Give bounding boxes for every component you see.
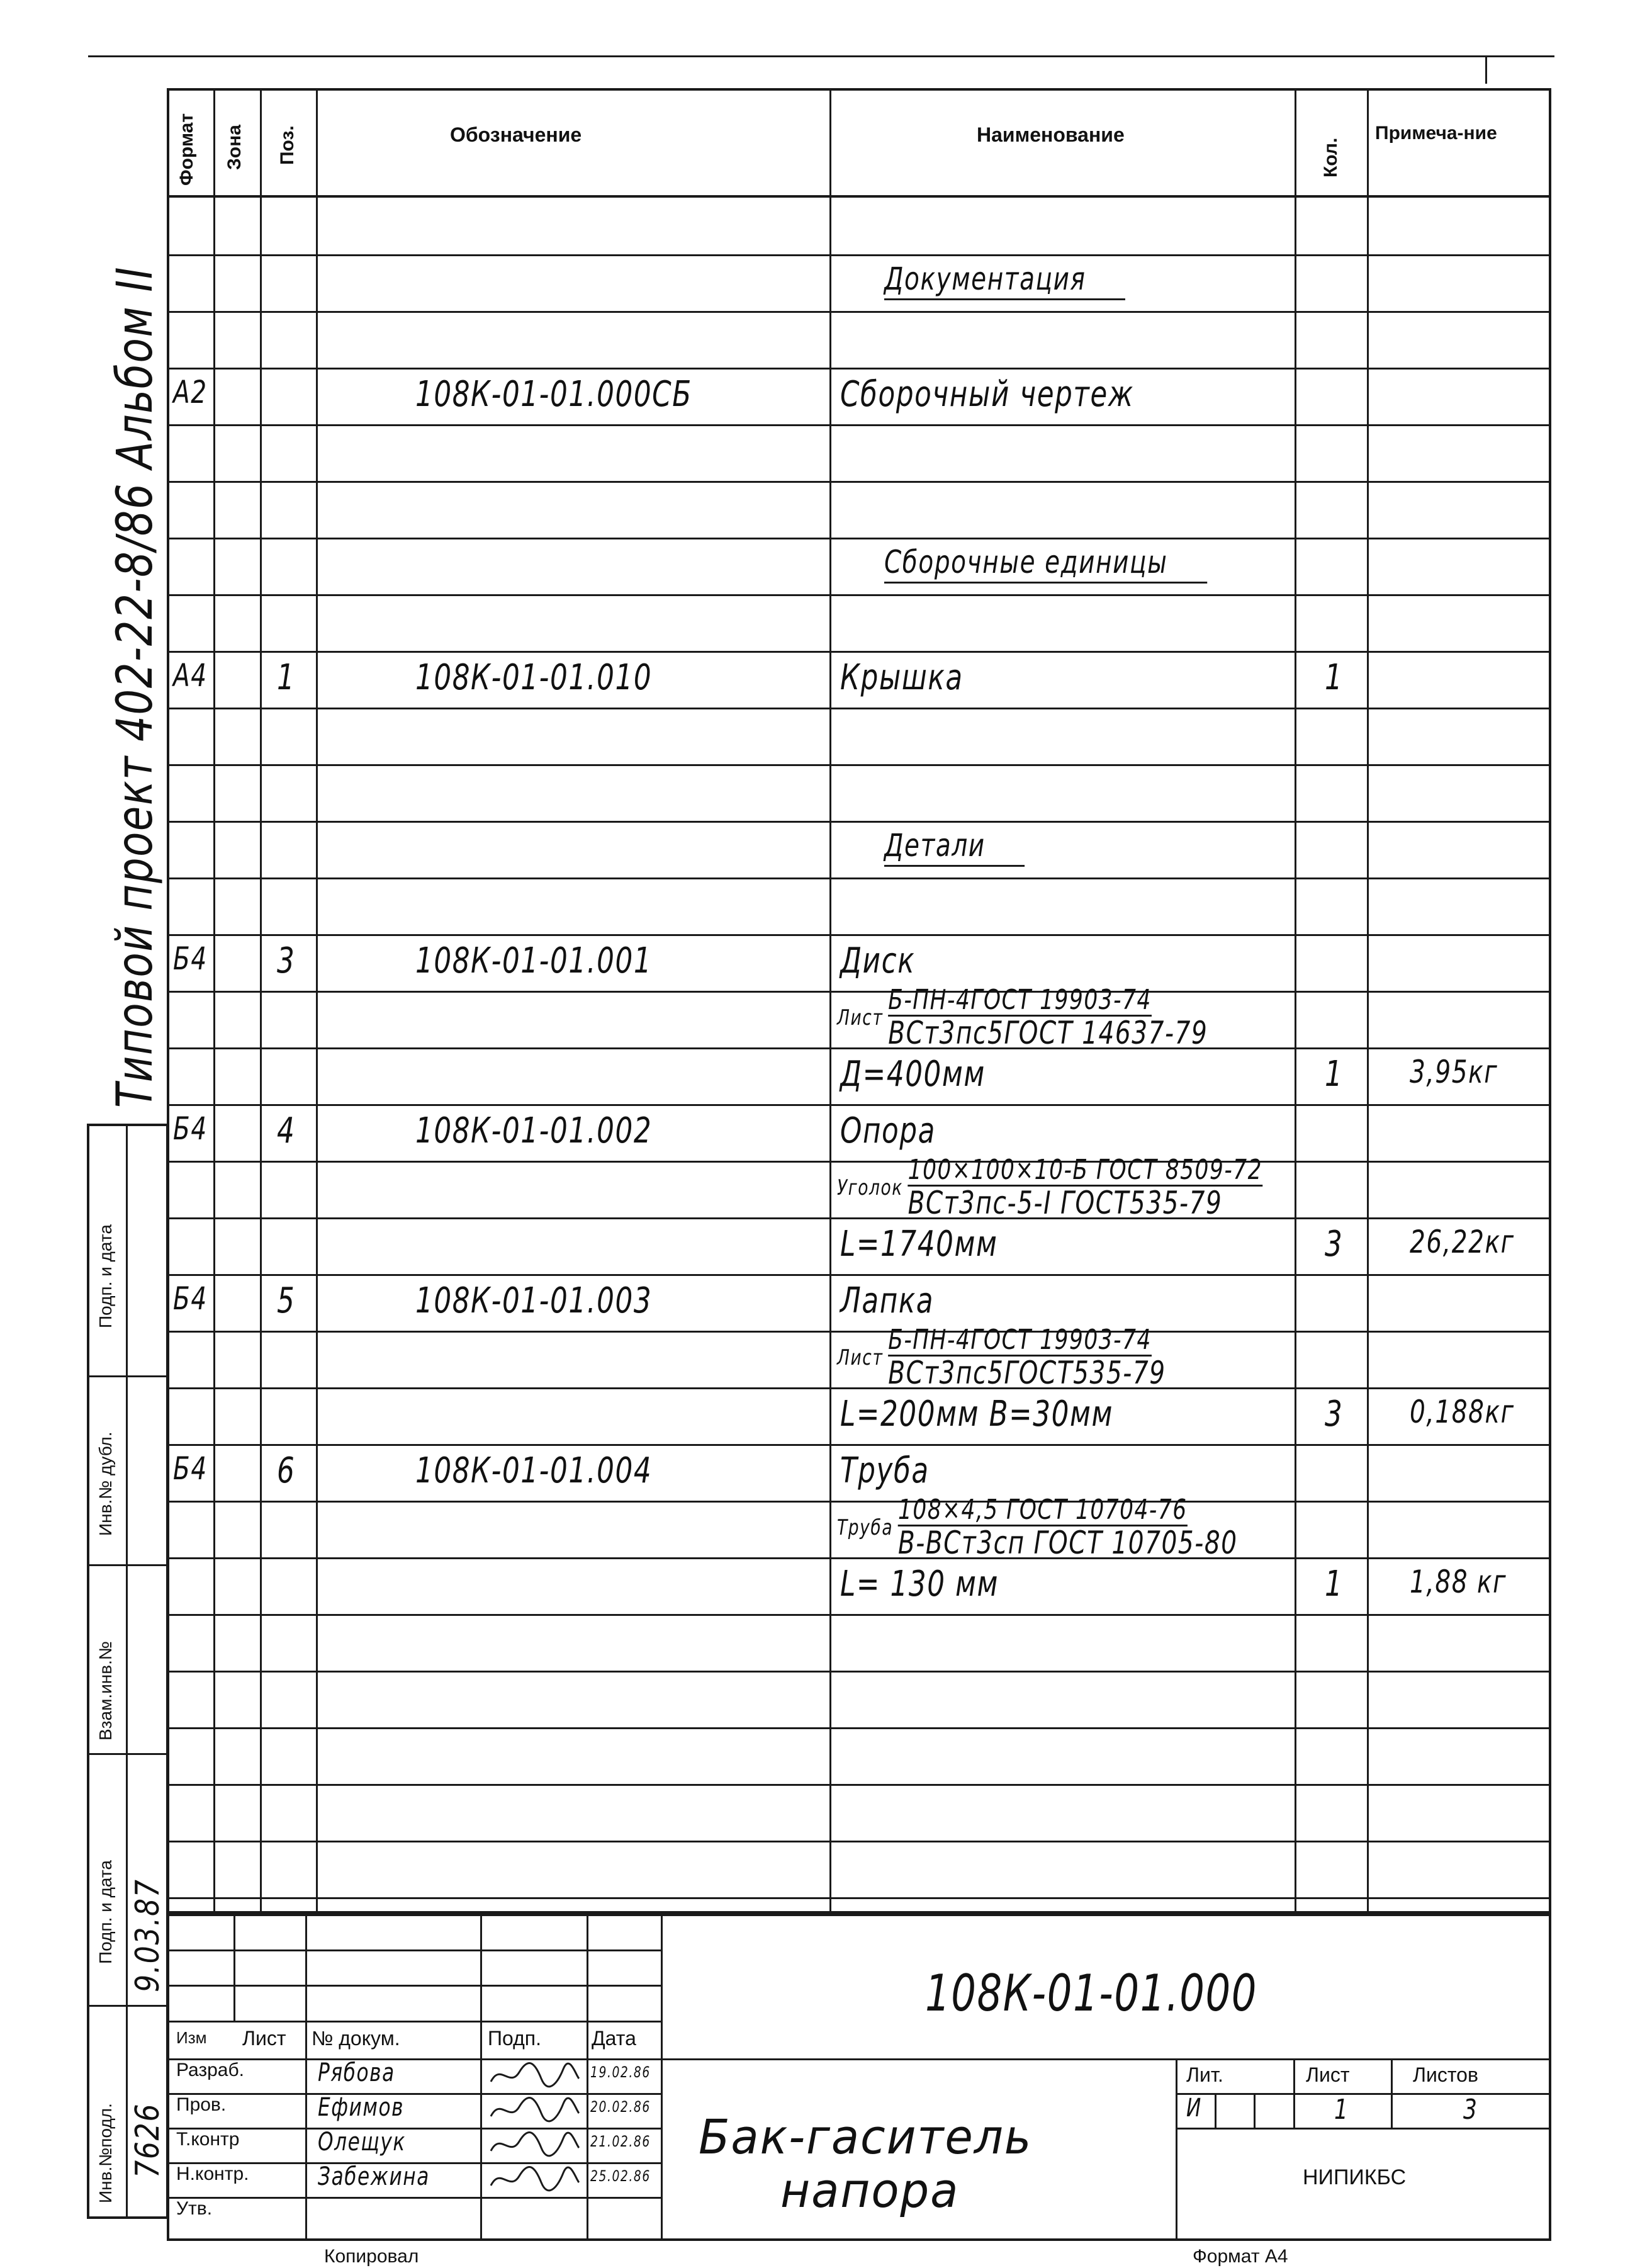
- col-line-name: [829, 88, 831, 1914]
- tb-role-label: Утв.: [176, 2198, 213, 2219]
- cell-note: 26,22кг: [1410, 1224, 1515, 1260]
- cell-qty: 3: [1325, 1394, 1344, 1435]
- row-line: [167, 594, 1551, 596]
- cell-qty: 1: [1325, 1564, 1344, 1605]
- row-line: [167, 1727, 1551, 1729]
- tb-role-date: 20.02.86: [590, 2098, 651, 2116]
- footer-copied: Копировал: [324, 2246, 419, 2267]
- material-fraction: [908, 1156, 1262, 1220]
- tb-row-2: [167, 1985, 661, 1987]
- cell-designation: 108К-01-01.001: [415, 940, 653, 981]
- side-box-orig-inv: Инв.№подл.: [96, 2103, 115, 2203]
- cell-note: 3,95кг: [1410, 1054, 1498, 1090]
- signature-mark: [488, 2060, 582, 2091]
- tb-role-date: 19.02.86: [590, 2063, 651, 2081]
- tb-col-izm: [233, 1914, 235, 2021]
- material-fraction: [888, 986, 1208, 1050]
- cell-material: [837, 1326, 1166, 1390]
- row-line: [167, 1841, 1551, 1842]
- tb-role-name: Рябова: [318, 2058, 395, 2087]
- tb-role-label: Пров.: [176, 2094, 227, 2115]
- header-format: Формат: [176, 113, 197, 186]
- col-line-note: [1367, 88, 1369, 1914]
- side-box-replace-inv: Взам.инв.№: [96, 1641, 115, 1740]
- side-box-line-4: [87, 2005, 169, 2007]
- cell-qty: 1: [1325, 657, 1344, 698]
- album-title: Типовой проект 402-22-8/86 Альбом II: [107, 266, 164, 1108]
- row-line: [167, 1784, 1551, 1786]
- row-line: [167, 764, 1551, 766]
- tb-role-label: Н.контр.: [176, 2164, 249, 2184]
- tb-col-sign: [480, 1914, 482, 2241]
- tb-row-1: [167, 1949, 661, 1951]
- header-bottom-line: [167, 195, 1551, 198]
- cell-qty: 1: [1325, 1054, 1344, 1095]
- tb-designation: 108К-01-01.000: [925, 1964, 1258, 2023]
- material-numerator: Б-ПН-4ГОСТ 19903-74: [888, 1324, 1152, 1356]
- tb-sheet-value: 1: [1334, 2094, 1349, 2126]
- row-line: [167, 481, 1551, 483]
- header-zone: Зона: [224, 125, 245, 170]
- cell-name: Диск: [840, 940, 916, 981]
- cell-name: Детали: [884, 827, 1025, 867]
- tb-title-line1: Бак-гаситель: [699, 2109, 1033, 2165]
- tb-role-name: Ефимов: [318, 2093, 405, 2122]
- material-fraction: [898, 1496, 1238, 1560]
- tb-title-line2: напора: [780, 2162, 960, 2218]
- side-box-line-1: [87, 1375, 169, 1377]
- row-line: [167, 1671, 1551, 1673]
- top-border-line: [88, 55, 1554, 57]
- col-line-zone: [213, 88, 215, 1914]
- col-line-pos: [260, 88, 262, 1914]
- header-pos: Поз.: [277, 125, 298, 165]
- row-line: [167, 368, 1551, 370]
- cell-note: 1,88 кг: [1410, 1564, 1507, 1600]
- material-prefix: Лист: [837, 1005, 884, 1030]
- cell-note: 0,188кг: [1410, 1394, 1515, 1430]
- cell-designation: 108К-01-01.000СБ: [415, 374, 692, 415]
- row-line: [167, 821, 1551, 823]
- tb-header-doc: № докум.: [312, 2027, 400, 2050]
- side-box-line-2: [87, 1564, 169, 1566]
- tb-header-list: Лист: [242, 2027, 286, 2050]
- cell-format: Б4: [173, 940, 208, 977]
- cell-name: Сборочные единицы: [884, 544, 1207, 584]
- tb-row-3: [167, 2021, 661, 2023]
- row-line: [167, 934, 1551, 936]
- cell-material: [837, 1496, 1238, 1560]
- tb-role-label: Разраб.: [176, 2060, 245, 2080]
- cell-name: Труба: [840, 1450, 930, 1491]
- cell-designation: 108К-01-01.003: [415, 1280, 653, 1321]
- tb-role-label: Т.контр: [176, 2129, 240, 2150]
- material-prefix: Уголок: [837, 1175, 903, 1200]
- header-note: [1375, 120, 1497, 147]
- row-line: [167, 1897, 1551, 1899]
- cell-pos: 6: [277, 1450, 296, 1491]
- row-line: [167, 1614, 1551, 1616]
- cell-pos: 5: [277, 1280, 296, 1321]
- tb-lit-label: Лит.: [1186, 2063, 1223, 2086]
- side-inventory-number: 7626: [129, 2102, 167, 2178]
- row-line: [167, 311, 1551, 313]
- header-designation: Обозначение: [450, 123, 582, 146]
- side-signature-date: 9.03.87: [129, 1878, 167, 1992]
- material-numerator: 100×100×10-Б ГОСТ 8509-72: [907, 1154, 1263, 1186]
- signature-mark: [488, 2164, 582, 2195]
- tb-role-date: 25.02.86: [590, 2167, 651, 2185]
- row-line: [167, 877, 1551, 879]
- header-name: Наименование: [977, 123, 1125, 146]
- side-box-dup-inv: Инв.№ дубл.: [96, 1431, 115, 1536]
- tb-info-mid: [1176, 2093, 1551, 2095]
- tb-row-6: [167, 2128, 661, 2130]
- row-line: [167, 424, 1551, 426]
- tb-header-sign: Подп.: [488, 2027, 541, 2050]
- cell-name: L=1740мм: [840, 1224, 998, 1265]
- tb-organization: НИПИКБС: [1303, 2165, 1407, 2189]
- row-line: [167, 651, 1551, 653]
- tb-header-date: Дата: [592, 2027, 636, 2050]
- cell-name: Лапка: [840, 1280, 935, 1321]
- cell-pos: 4: [277, 1110, 296, 1151]
- tb-header-izm: Изм: [176, 2028, 207, 2047]
- material-denominator: ВСт3пс-5-I ГОСТ535-79: [907, 1185, 1223, 1222]
- row-line: [167, 1274, 1551, 1276]
- material-fraction: [888, 1326, 1166, 1390]
- tb-sheet-label: Лист: [1306, 2063, 1350, 2086]
- tb-role-name: Забежина: [318, 2162, 430, 2191]
- cell-material: [837, 986, 1208, 1050]
- cell-material: [837, 1156, 1262, 1220]
- tb-col-right: [661, 1914, 663, 2241]
- cell-name: Д=400мм: [840, 1054, 986, 1095]
- footer-format: Формат А4: [1193, 2246, 1288, 2267]
- header-qty: Кол.: [1320, 137, 1341, 178]
- cell-name: L= 130 мм: [840, 1564, 999, 1605]
- row-line: [167, 1104, 1551, 1106]
- tb-role-name: Олещук: [318, 2128, 406, 2157]
- material-denominator: ВСт3пс5ГОСТ 14637-79: [888, 1015, 1208, 1052]
- tb-sheets-label: Листов: [1413, 2063, 1478, 2086]
- row-line: [167, 708, 1551, 709]
- side-box-line-3: [87, 1753, 169, 1755]
- material-denominator: ВСт3пс5ГОСТ535-79: [888, 1355, 1166, 1392]
- cell-qty: 3: [1325, 1224, 1344, 1265]
- tb-col-date: [587, 1914, 588, 2241]
- cell-pos: 3: [277, 940, 296, 981]
- cell-name: Сборочный чертеж: [840, 374, 1134, 415]
- col-line-qty: [1295, 88, 1296, 1914]
- tb-role-date: 21.02.86: [590, 2133, 651, 2150]
- tb-info-left: [1176, 2058, 1177, 2241]
- tb-info-bottom: [1176, 2128, 1551, 2130]
- signature-mark: [488, 2094, 582, 2126]
- tb-info-lit-cell1: [1215, 2093, 1216, 2128]
- cell-name: Опора: [840, 1110, 936, 1151]
- cell-format: А2: [173, 374, 208, 410]
- material-prefix: Труба: [837, 1515, 894, 1540]
- top-right-tick: [1485, 55, 1487, 84]
- cell-format: А4: [173, 657, 208, 694]
- tb-info-lit-cell2: [1254, 2093, 1256, 2128]
- cell-designation: 108К-01-01.010: [415, 657, 653, 698]
- material-denominator: В-ВСт3сп ГОСТ 10705-80: [897, 1525, 1238, 1562]
- cell-name: Документация: [884, 261, 1125, 300]
- cell-designation: 108К-01-01.002: [415, 1110, 653, 1151]
- tb-col-doc: [305, 1914, 307, 2241]
- material-numerator: Б-ПН-4ГОСТ 19903-74: [888, 984, 1152, 1016]
- cell-designation: 108К-01-01.004: [415, 1450, 653, 1491]
- side-box-sign-date-2: Подп. и дата: [96, 1860, 115, 1964]
- header-note-text: Примеча-ние: [1375, 123, 1497, 144]
- cell-name: Крышка: [840, 657, 964, 698]
- material-numerator: 108×4,5 ГОСТ 10704-76: [897, 1494, 1188, 1526]
- side-stamp-divider: [126, 1124, 128, 2219]
- side-box-sign-date-1: Подп. и дата: [96, 1224, 115, 1328]
- tb-lit-value: И: [1186, 2094, 1202, 2123]
- row-line: [167, 538, 1551, 539]
- tb-row-5: [167, 2093, 661, 2095]
- cell-format: Б4: [173, 1110, 208, 1147]
- material-prefix: Лист: [837, 1345, 884, 1370]
- cell-name: L=200мм В=30мм: [840, 1394, 1113, 1435]
- row-line: [167, 254, 1551, 256]
- row-line: [167, 1444, 1551, 1446]
- cell-pos: 1: [277, 657, 296, 698]
- col-line-designation: [316, 88, 318, 1914]
- cell-format: Б4: [173, 1450, 208, 1487]
- signature-mark: [488, 2129, 582, 2160]
- cell-format: Б4: [173, 1280, 208, 1317]
- tb-row-8: [167, 2197, 661, 2199]
- tb-sheets-value: 3: [1463, 2094, 1478, 2126]
